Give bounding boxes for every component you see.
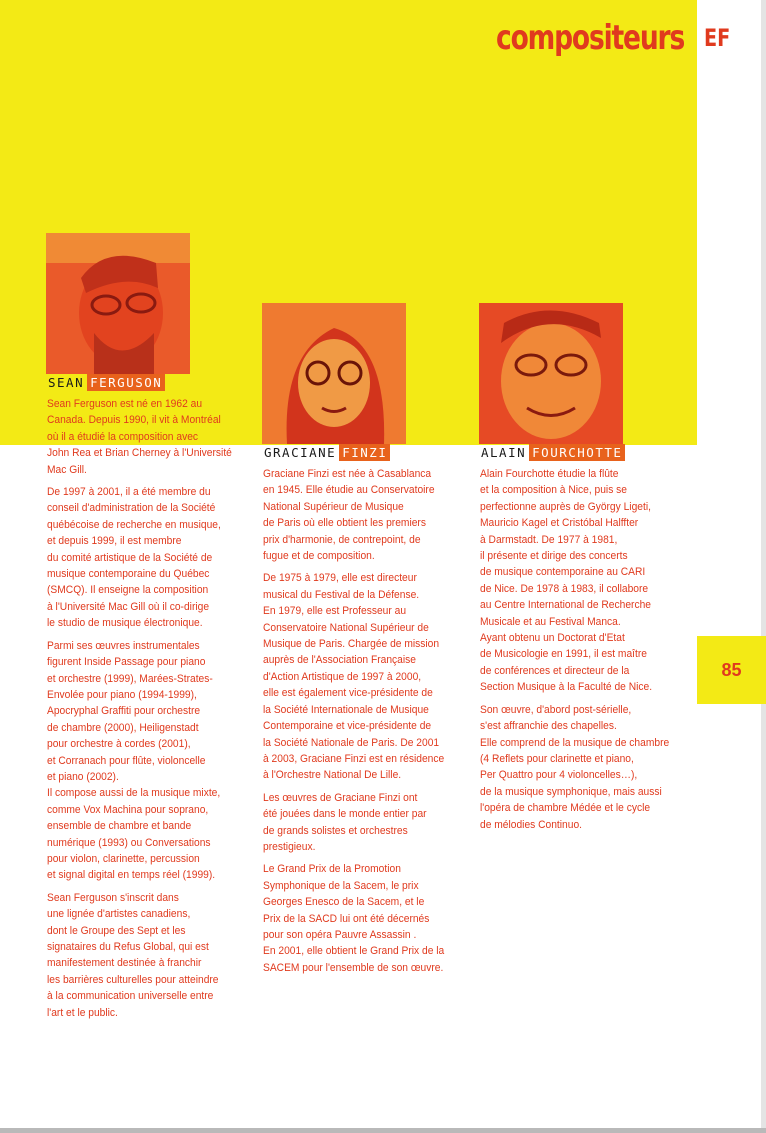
bio-line: Georges Enesco de la Sacem, et le [263,896,425,909]
bio-line: En 1979, elle est Professeur au [263,605,407,618]
last-name: FINZI [339,444,390,461]
bio-line: SACEM pour l'ensemble de son œuvre. [263,961,444,974]
bio-paragraph [263,861,457,976]
bio-line: Parmi ses œuvres instrumentales [47,639,200,652]
bio-line: Apocryphal Graffiti pour orchestre [47,705,201,718]
bio-line: fugue et de composition. [263,550,375,563]
bio-line: Mac Gill. [47,463,87,476]
bio-line: Sean Ferguson est né en 1962 au [47,398,203,410]
bio-line: Canada. Depuis 1990, il vit à Montréal [47,414,221,427]
bio-paragraph [480,466,701,696]
bio-line: et orchestre (1999), Marées-Strates- [47,672,213,685]
bio-line: Mauricio Kagel et Cristóbal Halffter [480,517,639,530]
bio-line: Musique de Paris. Chargée de mission [263,638,440,651]
bio-line: Son œuvre, d'abord post-sérielle, [480,703,632,716]
bio-line: et depuis 1999, il est membre [47,535,182,548]
bio-line: l'art et le public. [47,1006,118,1019]
bio-line: et la composition à Nice, puis se [480,484,628,497]
bio-line: Alain Fourchotte étudie la flûte [480,468,619,480]
bio-line: au Centre International de Recherche [480,599,651,612]
bio-line: et Corranach pour flûte, violoncelle [47,754,206,767]
bio-paragraph [47,396,241,478]
bio-line: manifestement destinée à franchir [47,957,202,970]
bio-graciane-finzi [263,466,457,982]
bio-line: En 2001, elle obtient le Grand Prix de la [263,945,445,958]
bio-line: de la musique symphonique, mais aussi [480,785,662,798]
bio-line: prix d'harmonie, de contrepoint, de [263,533,421,546]
bio-line: de musique contemporaine au CARI [480,566,646,579]
bio-line: comme Vox Machina pour soprano, [47,803,209,816]
bio-line: Conservatoire National Supérieur de [263,621,429,634]
bio-line: Les œuvres de Graciane Finzi ont [263,791,418,804]
last-name: FOURCHOTTE [529,444,625,461]
bio-line: Sean Ferguson s'inscrit dans [47,891,179,904]
bio-line: musique contemporaine du Québec [47,568,210,581]
bio-line: Le Grand Prix de la Promotion [263,863,401,876]
bio-line: la Société Nationale de Paris. De 2001 [263,736,440,749]
bio-line: d'Action Artistique de 1997 à 2000, [263,670,422,683]
bio-line: (4 Reflets pour clarinette et piano, [480,752,634,765]
bio-line: figurent Inside Passage pour piano [47,656,206,669]
bio-line: de Musicologie en 1991, il est maître [480,648,647,661]
bio-line: à Darmstadt. De 1977 à 1981, [480,533,618,546]
photo-graciane-finzi [262,303,406,444]
bio-line: numérique (1993) ou Conversations [47,836,211,849]
bio-line: à la communication universelle entre [47,990,214,1003]
bio-line: à l'Université Mac Gill où il co-dirige [47,600,210,613]
bio-paragraph [47,890,241,1021]
bio-line: De 1997 à 2001, il a été membre du [47,486,211,499]
bio-line: et piano (2002). [47,770,119,783]
name-label-graciane-finzi [262,444,390,461]
bio-line: Ayant obtenu un Doctorat d'Etat [480,632,625,645]
bio-line: de grands solistes et orchestres [263,824,408,837]
bio-line: été jouées dans le monde entier par [263,808,427,821]
bio-line: National Supérieur de Musique [263,500,404,513]
bio-line: pour violon, clarinette, percussion [47,852,200,865]
bio-line: l'opéra de chambre Médée et le cycle [480,802,651,815]
bio-line: de Nice. De 1978 à 1983, il collabore [480,582,649,595]
bio-line: ensemble de chambre et bande [47,820,192,833]
scan-bottom-edge [0,1128,766,1133]
bio-line: de chambre (2000), Heiligenstadt [47,721,199,734]
bio-line: québécoise de recherche en musique, [47,518,221,531]
first-name: SEAN [48,375,85,390]
photo-alain-fourchotte [479,303,623,444]
edition-label: EF [704,24,731,52]
bio-line: s'est affranchie des chapelles. [480,720,617,733]
page-number: 85 [721,659,742,680]
bio-alain-fourchotte [480,466,701,839]
bio-line: perfectionne auprès de György Ligeti, [480,500,651,513]
bio-paragraph [47,638,241,884]
bio-line: signataires du Refus Global, qui est [47,941,209,953]
bio-line: il présente et dirige des concerts [480,550,628,563]
bio-line: musical du Festival de la Défense. [263,588,420,601]
bio-paragraph [263,570,457,783]
bio-line: Graciane Finzi est née à Casablanca [263,468,432,480]
bio-line: à 2003, Graciane Finzi est en résidence [263,752,445,765]
bio-line: Musicale et au Festival Manca. [480,615,621,628]
name-label-sean-ferguson [46,374,165,391]
bio-line: en 1945. Elle étudie au Conservatoire [263,484,435,497]
page-edge [761,0,766,1133]
bio-line: la Société Internationale de Musique [263,703,429,716]
bio-line: de Paris où elle obtient les premiers [263,517,426,530]
bio-line: de conférences et directeur de la [480,664,630,677]
bio-paragraph [263,466,457,564]
bio-line: Per Quattro pour 4 violoncelles…), [480,769,638,782]
bio-line: le studio de musique électronique. [47,617,203,630]
bio-paragraph [47,484,241,632]
bio-line: elle est également vice-présidente de [263,687,433,700]
last-name: FERGUSON [87,374,165,391]
bio-line: à l'Orchestre National De Lille. [263,769,402,782]
bio-line: pour son opéra Pauvre Assassin . [263,928,417,941]
bio-line: de mélodies Continuo. [480,818,583,831]
bio-line: les barrières culturelles pour atteindre [47,973,219,986]
bio-line: Symphonique de la Sacem, le prix [263,879,419,892]
bio-line: Prix de la SACD lui ont été décernés [263,912,430,925]
bio-line: Section Musique à la Faculté de Nice. [480,681,653,694]
section-title: compositeurs [495,18,684,58]
bio-line: John Rea et Brian Cherney à l'Université [47,447,232,460]
first-name: GRACIANE [264,445,337,460]
bio-paragraph [480,702,701,833]
bio-line: Envolée pour piano (1994-1999), [47,688,197,701]
bio-line: prestigieux. [263,840,316,853]
bio-line: dont le Groupe des Sept et les [47,924,186,937]
bio-line: auprès de l'Association Française [263,654,416,667]
bio-line: Elle comprend de la musique de chambre [480,736,670,749]
bio-line: où il a étudié la composition avec [47,430,199,443]
bio-sean-ferguson [47,396,241,1027]
bio-paragraph [263,790,457,856]
bio-line: De 1975 à 1979, elle est directeur [263,572,417,585]
photo-sean-ferguson [46,233,190,374]
name-label-alain-fourchotte [479,444,625,461]
bio-line: (SMCQ). Il enseigne la composition [47,584,209,597]
bio-line: Il compose aussi de la musique mixte, [47,787,221,800]
first-name: ALAIN [481,445,527,460]
bio-line: une lignée d'artistes canadiens, [47,908,191,921]
bio-line: du comité artistique de la Société de [47,551,213,564]
bio-line: et signal digital en temps réel (1999). [47,869,216,882]
bio-line: pour orchestre à cordes (2001), [47,738,191,751]
bio-line: Contemporaine et vice-présidente de [263,720,432,733]
bio-line: conseil d'administration de la Société [47,502,216,515]
